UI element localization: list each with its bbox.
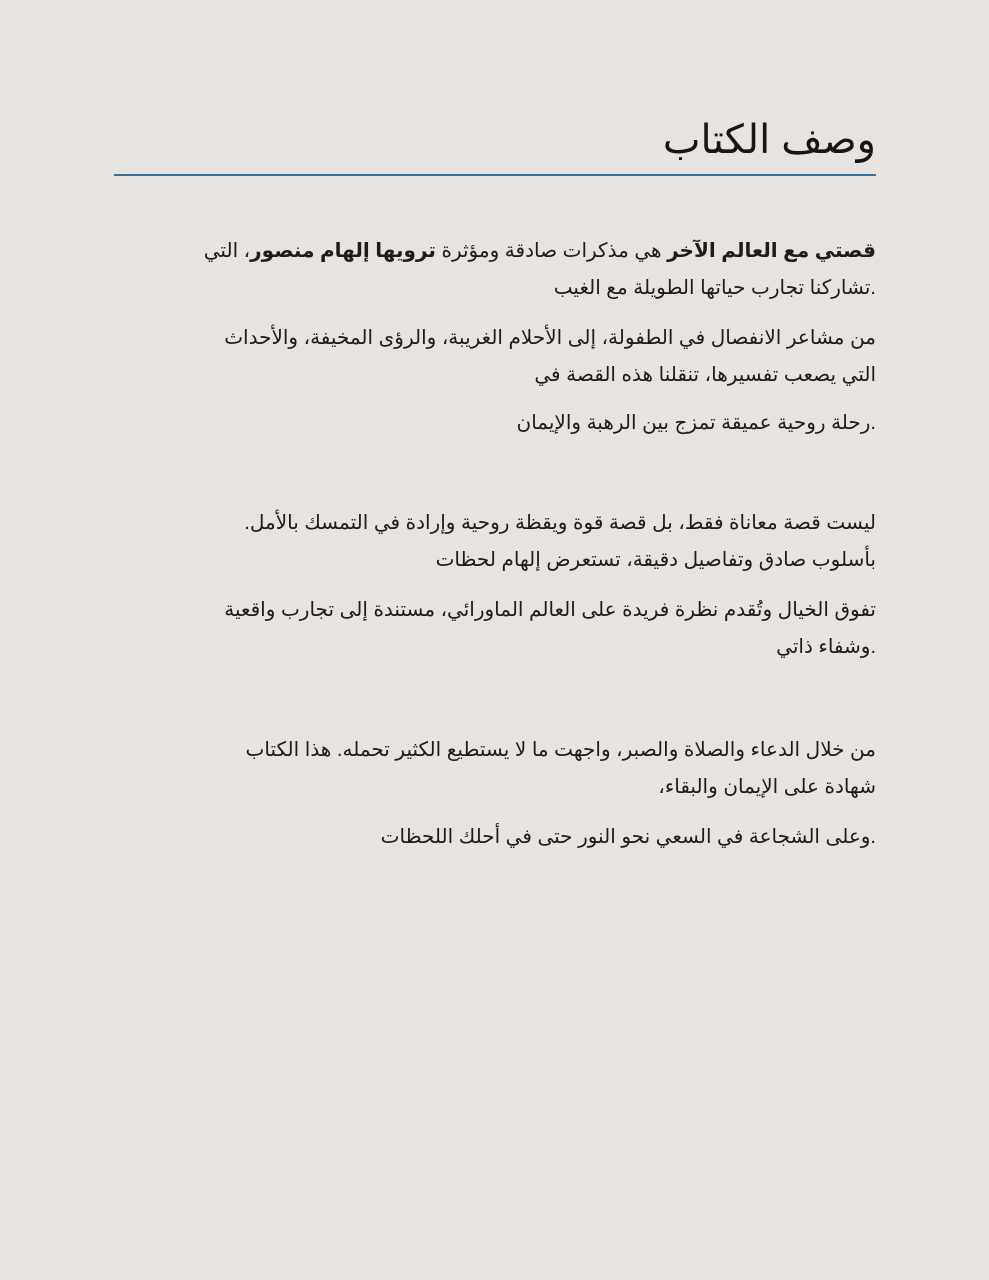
paragraph-line: من خلال الدعاء والصلاة والصبر، واجهت ما لا يستطيع الكثير تحمله. هذا الكتاب [245,739,876,761]
paragraph-line: .تشاركنا تجارب حياتها الطويلة مع الغيب [553,277,876,299]
page-title: وصف الكتاب [662,118,876,162]
paragraph-beyond [114,592,876,666]
paragraph-experiences [114,320,876,394]
paragraph-line: تفوق الخيال وتُقدم نظرة فريدة على العالم الماورائي، مستندة إلى تجارب واقعية [224,599,876,621]
intro-text: هي مذكرات صادقة ومؤثرة [435,240,668,262]
book-title-text: قصتي مع العالم الآخر [667,240,876,262]
paragraph-line: من مشاعر الانفصال في الطفولة، إلى الأحلام الغريبة، والرؤى المخيفة، والأحداث [224,327,876,349]
paragraph-journey [114,405,876,442]
paragraph-line: .وشفاء ذاتي [776,636,876,658]
paragraph-line: .رحلة روحية عميقة تمزج بين الرهبة والإيمان [516,412,876,434]
intro-text-end: ، التي [203,240,251,262]
paragraph-strength [114,505,876,579]
paragraph-line: التي يصعب تفسيرها، تنقلنا هذه القصة في [534,364,876,386]
paragraph-intro [114,233,876,307]
paragraph-line: ليست قصة معاناة فقط، بل قصة قوة ويقظة روحية وإرادة في التمسك بالأمل. [244,512,876,534]
paragraph-courage [114,819,876,856]
book-description-page [114,110,876,856]
paragraph-line: .وعلى الشجاعة في السعي نحو النور حتى في أحلك اللحظات [380,826,876,848]
paragraph-line: شهادة على الإيمان والبقاء، [658,776,876,798]
paragraph-line [114,233,876,270]
title-underline [114,174,876,176]
paragraph-line: بأسلوب صادق وتفاصيل دقيقة، تستعرض إلهام لحظات [435,549,876,571]
paragraph-prayer [114,732,876,806]
author-text: ترويها إلهام منصور [250,240,436,262]
